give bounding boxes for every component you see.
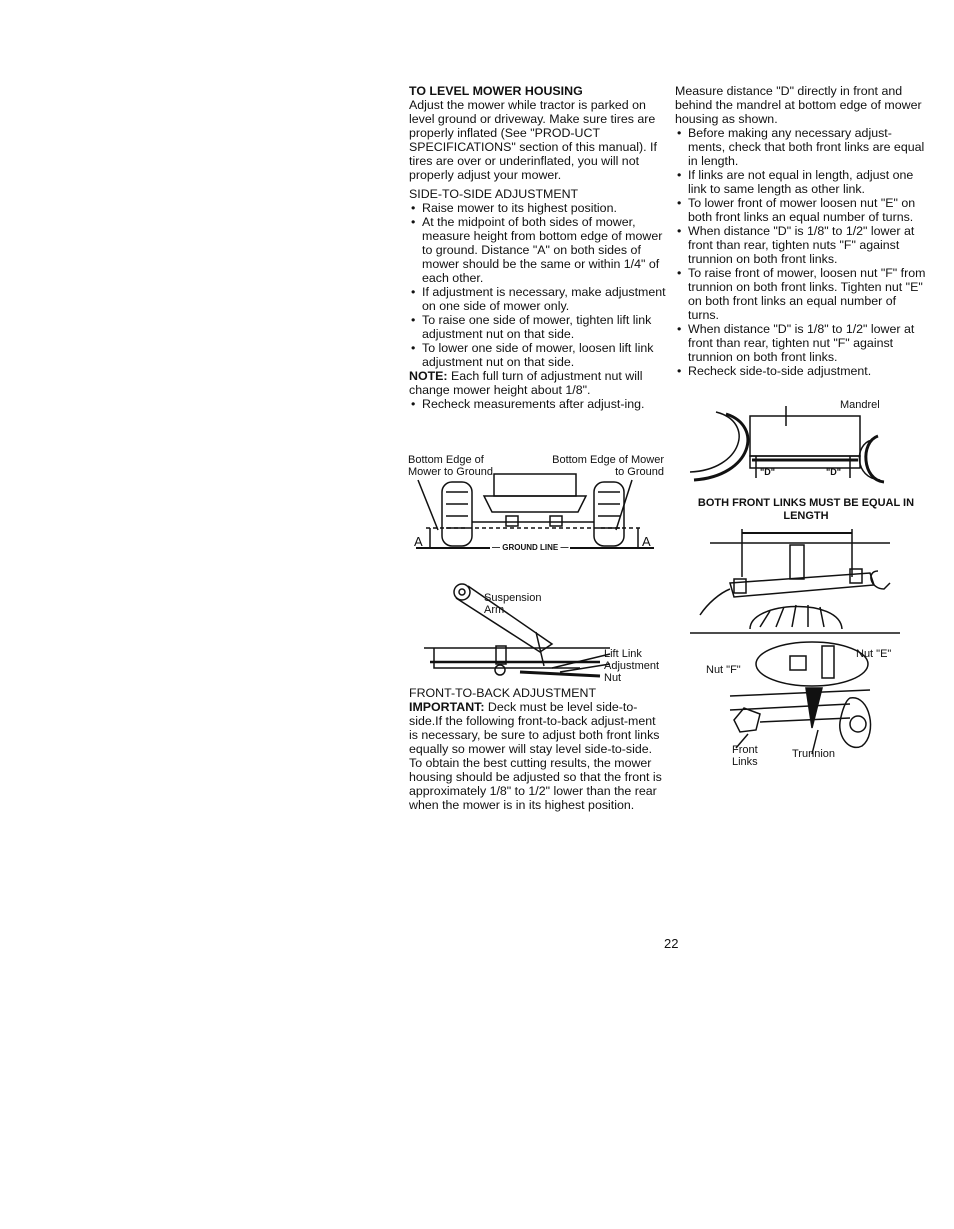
- suspension-arm-figure: [420, 578, 670, 684]
- list-item: • Recheck side-to-side adjustment.: [675, 364, 927, 378]
- side-to-side-heading: SIDE-TO-SIDE ADJUSTMENT: [409, 187, 579, 201]
- label-bottom-edge-left: Bottom Edge of Mower to Ground: [408, 454, 493, 478]
- front-links-label: Front Links: [732, 744, 758, 768]
- recheck-list: [409, 397, 667, 411]
- important-note: [409, 700, 667, 756]
- distance-d-rear: "D": [826, 467, 842, 477]
- list-item: • If adjustment is necessary, make adjustment on one side of mower only.: [409, 285, 667, 313]
- important-text: Deck must be level side-to-side.If the following front-to-back adjust-ment is necessary, be sure to adjust both front links equally so mower will stay level side-to-side.: [409, 700, 660, 756]
- page-number: 22: [664, 936, 679, 951]
- side-steps: [409, 201, 667, 369]
- nut-e-label: Nut "E": [856, 648, 892, 660]
- front-links-caption: BOTH FRONT LINKS MUST BE EQUAL IN LENGTH: [697, 497, 915, 522]
- dimension-a-left: A: [414, 534, 423, 549]
- list-item: • Recheck measurements after adjust-ing.: [409, 397, 667, 411]
- list-item: • At the midpoint of both sides of mower, measure height from bottom edge of mower to ground. Distance "A" on both sides of mower should be the same or within 1/4" of each other.: [409, 215, 667, 285]
- mandrel-label: Mandrel: [840, 399, 880, 411]
- ground-line-label: — GROUND LINE —: [492, 543, 569, 552]
- note-label: NOTE:: [409, 369, 448, 383]
- right-intro: Measure distance "D" directly in front and behind the mandrel at bottom edge of mower housing as shown.: [675, 84, 922, 126]
- left-column: [409, 84, 667, 411]
- front-to-back-section: [409, 686, 667, 812]
- right-column: [675, 84, 927, 378]
- list-item: • To raise front of mower, loosen nut "F" from trunnion on both front links. Tighten nut "E" on both front links an equal number of turns.: [675, 266, 927, 322]
- front-links-drawing: [690, 527, 900, 635]
- level-intro: Adjust the mower while tractor is parked on level ground or driveway. Make sure tires are properly inflated (See "PROD-UCT SPECIFICATIONS" section of this manual). If tires are over or underinflated, you will not properly adjust your mower.: [409, 98, 657, 182]
- mandrel-figure: [686, 396, 886, 486]
- list-item: • Raise mower to its highest position.: [409, 201, 667, 215]
- list-item: • If links are not equal in length, adjust one link to same length as other link.: [675, 168, 927, 196]
- lift-link-label: Lift Link Adjustment Nut: [604, 648, 660, 684]
- ground-line-figure: [406, 452, 664, 562]
- dimension-a-right: A: [642, 534, 651, 549]
- trunnion-label: Trunnion: [792, 748, 836, 760]
- obtain-text: To obtain the best cutting results, the mower housing should be adjusted so that the front is approximately 1/8" to 1/2" lower than the rear when the mower is in its highest position.: [409, 756, 662, 812]
- list-item: • To raise one side of mower, tighten lift link adjustment nut on that side.: [409, 313, 667, 341]
- important-label: IMPORTANT:: [409, 700, 485, 714]
- level-heading: TO LEVEL MOWER HOUSING: [409, 84, 583, 98]
- front-links-figure: [690, 527, 900, 635]
- list-item: • To lower front of mower loosen nut "E" on both front links an equal number of turns.: [675, 196, 927, 224]
- list-item: • Before making any necessary adjust-ments, check that both front links are equal in length.: [675, 126, 927, 168]
- list-item: • To lower one side of mower, loosen lift link adjustment nut on that side.: [409, 341, 667, 369]
- label-bottom-edge-right: Bottom Edge of Mower to Ground: [552, 454, 664, 478]
- list-item: • When distance "D" is 1/8" to 1/2" lower at front than rear, tighten nut "F" against trunnion on both front links.: [675, 322, 927, 364]
- right-steps: [675, 126, 927, 378]
- note: [409, 369, 667, 397]
- suspension-arm-label: Suspension Arm: [484, 592, 542, 616]
- front-to-back-heading: FRONT-TO-BACK ADJUSTMENT: [409, 686, 597, 700]
- note-text: Each full turn of adjustment nut will change mower height about 1/8".: [409, 369, 643, 397]
- list-item: • When distance "D" is 1/8" to 1/2" lower at front than rear, tighten nuts "F" against trunnion on both front links.: [675, 224, 927, 266]
- nut-f-label: Nut "F": [706, 664, 741, 676]
- distance-d-front: "D": [760, 467, 776, 477]
- nut-trunnion-figure: [700, 638, 910, 768]
